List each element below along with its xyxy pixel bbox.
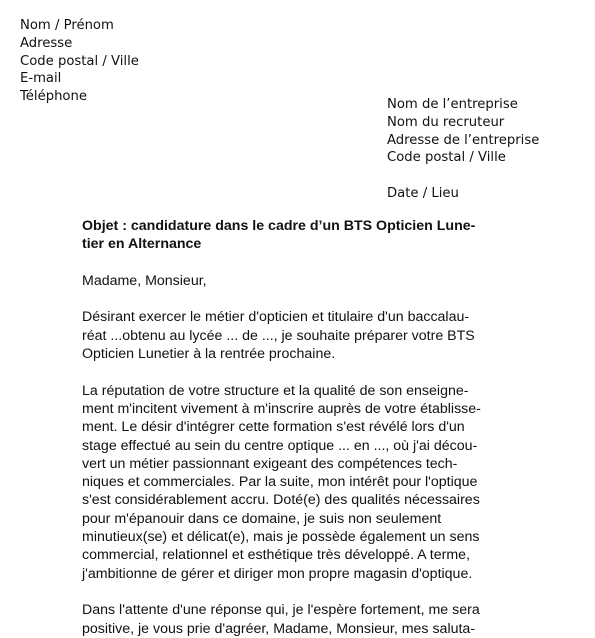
paragraph-1-line: Opticien Lunetier à la rentrée prochaine. xyxy=(82,346,336,363)
paragraph-2 xyxy=(82,382,522,583)
paragraph-2-line: stage effectué au sein du centre optique ... en ..., où j'ai décou- xyxy=(82,437,478,454)
paragraph-2-line: commercial, relationnel et esthétique très développé. A terme, xyxy=(82,547,471,564)
paragraph-2-line: La réputation de votre structure et la qualité de son enseigne- xyxy=(82,382,469,399)
sender-phone: Téléphone xyxy=(20,89,87,105)
paragraph-2-line: vert un métier passionnant exigeant des compétences tech- xyxy=(82,455,458,472)
paragraph-1 xyxy=(82,308,522,363)
paragraph-2-line: minutieux(se) et délicat(e), mais je possède également un sens xyxy=(82,529,480,546)
salutation: Madame, Monsieur, xyxy=(82,272,207,289)
letter-body xyxy=(82,217,522,638)
paragraph-2-line: niques et commerciales. Par la suite, mon intérêt pour l'optique xyxy=(82,474,478,491)
sender-email: E-mail xyxy=(20,71,62,87)
paragraph-2-line: j'ambitionne de gérer et diriger mon propre magasin d'optique. xyxy=(82,565,473,582)
subject-line xyxy=(82,217,522,254)
sender-name: Nom / Prénom xyxy=(20,18,114,33)
recipient-recruiter: Nom du recruteur xyxy=(387,114,505,130)
sender-address: Adresse xyxy=(20,35,73,51)
recipient-company: Nom de l’entreprise xyxy=(387,97,518,112)
paragraph-2-line: ment. Le désir d'intégrer cette formation s'est révélé lors d'un xyxy=(82,419,465,436)
paragraph-3-line: Dans l'attente d'une réponse qui, je l'espère fortement, me sera xyxy=(82,602,480,619)
date-place: Date / Lieu xyxy=(387,185,459,201)
paragraph-1-line: réat ...obtenu au lycée ... de ..., je souhaite préparer votre BTS xyxy=(82,327,475,344)
paragraph-2-line: pour m'épanouir dans ce domaine, je suis non seulement xyxy=(82,510,442,527)
recipient-block xyxy=(387,96,539,203)
recipient-address: Adresse de l’entreprise xyxy=(387,132,540,148)
paragraph-3-line: positive, je vous prie d'agréer, Madame, Monsieur, mes saluta- xyxy=(82,620,476,637)
subject-line-1: Objet : candidature dans le cadre d’un BTS Opticien Lune- xyxy=(82,218,476,234)
subject-line-2: tier en Alternance xyxy=(82,236,202,253)
paragraph-3 xyxy=(82,601,522,638)
sender-postal-city: Code postal / Ville xyxy=(20,53,139,69)
sender-block xyxy=(20,17,139,106)
paragraph-1-line: Désirant exercer le métier d'opticien et titulaire d'un baccalau- xyxy=(82,309,470,326)
paragraph-2-line: s'est considérablement accru. Doté(e) des qualités nécessaires xyxy=(82,492,480,509)
paragraph-2-line: ment m'incitent vivement à m'inscrire auprès de votre établisse- xyxy=(82,400,481,417)
recipient-postal-city: Code postal / Ville xyxy=(387,150,506,166)
